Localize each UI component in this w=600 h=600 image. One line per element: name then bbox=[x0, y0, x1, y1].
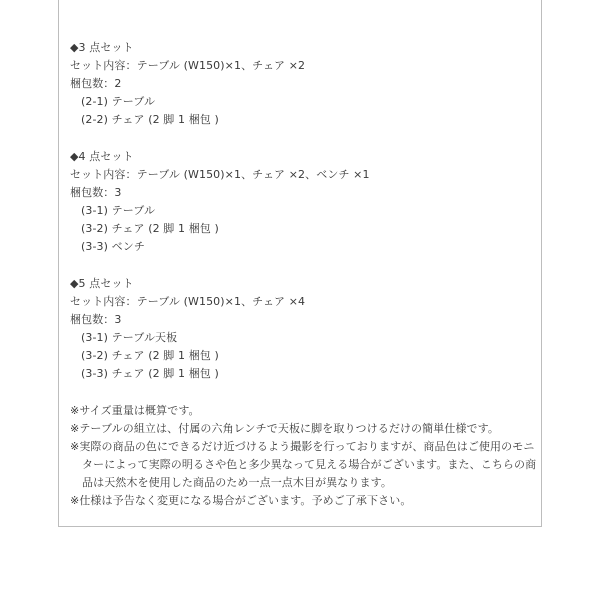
package-item: (3-2) チェア (2 脚 1 梱包 ) bbox=[81, 222, 219, 235]
package-item: (3-3) ベンチ bbox=[81, 240, 145, 253]
set-contents: セット内容：テーブル (W150)×1、チェア ×2 bbox=[70, 59, 306, 72]
set-heading: ◆3 点セット bbox=[70, 41, 134, 54]
note-continuation: 品は天然木を使用した商品のため一点一点木目が異なります。 bbox=[82, 476, 392, 489]
package-item: (3-1) テーブル天板 bbox=[81, 331, 178, 344]
set-contents: セット内容：テーブル (W150)×1、チェア ×4 bbox=[70, 295, 306, 308]
product-spec-text bbox=[70, 39, 537, 510]
note: ※サイズ重量は概算です。 bbox=[70, 404, 200, 417]
set-block-5pt bbox=[70, 275, 530, 383]
set-block-4pt bbox=[70, 148, 530, 256]
package-item: (3-1) テーブル bbox=[81, 204, 156, 217]
package-item: (3-3) チェア (2 脚 1 梱包 ) bbox=[81, 367, 219, 380]
set-contents: セット内容：テーブル (W150)×1、チェア ×2、ベンチ ×1 bbox=[70, 168, 370, 181]
note: ※テーブルの組立は、付属の六角レンチで天板に脚を取りつけるだけの簡単仕様です。 bbox=[70, 422, 499, 435]
set-heading: ◆5 点セット bbox=[70, 277, 134, 290]
notes-block bbox=[70, 402, 537, 510]
set-block-3pt bbox=[70, 39, 530, 129]
package-count: 梱包数：2 bbox=[70, 77, 122, 90]
note-continuation: ターによって実際の明るさや色と多少異なって見える場合がございます。また、こちらの商 bbox=[82, 458, 537, 471]
note: ※仕様は予告なく変更になる場合がございます。予めご了承下さい。 bbox=[70, 494, 412, 507]
set-heading: ◆4 点セット bbox=[70, 150, 134, 163]
package-count: 梱包数：3 bbox=[70, 186, 122, 199]
package-item: (3-2) チェア (2 脚 1 梱包 ) bbox=[81, 349, 219, 362]
note: ※実際の商品の色にできるだけ近づけるよう撮影を行っておりますが、商品色はご使用のモニ bbox=[70, 440, 535, 453]
package-item: (2-2) チェア (2 脚 1 梱包 ) bbox=[81, 113, 219, 126]
package-count: 梱包数：3 bbox=[70, 313, 122, 326]
package-item: (2-1) テーブル bbox=[81, 95, 156, 108]
